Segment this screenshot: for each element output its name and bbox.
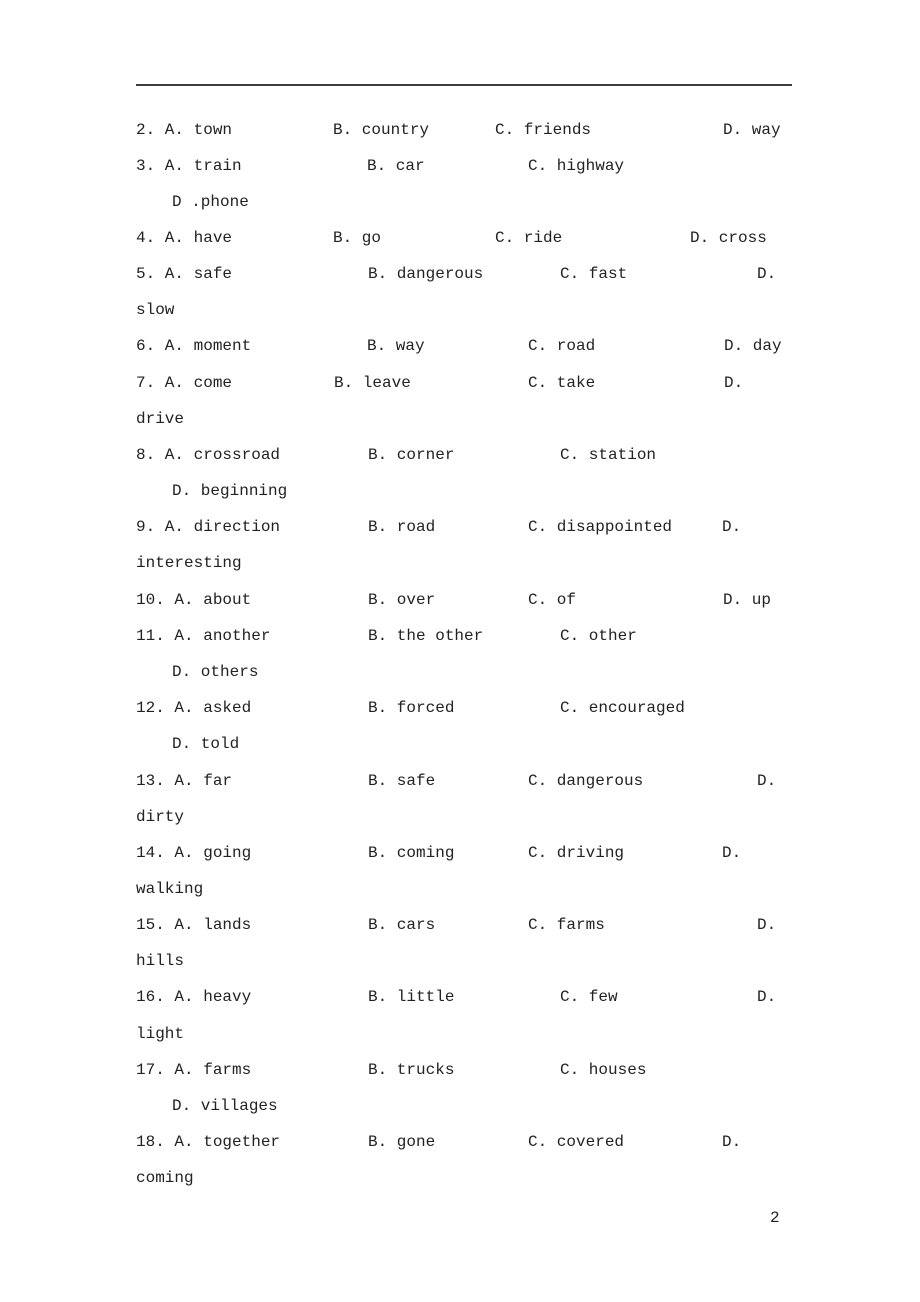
option-text: B. country	[333, 121, 430, 139]
option-text: C. friends	[495, 121, 592, 139]
wrapped-option-text: drive	[136, 410, 185, 428]
question-line-start: 7. A. come	[136, 374, 233, 392]
question-line-start: 5. A. safe	[136, 265, 233, 283]
option-text: C. station	[560, 446, 657, 464]
wrapped-option-text: light	[136, 1025, 185, 1043]
option-text: B. forced	[368, 699, 455, 717]
option-text: D. beginning	[172, 482, 288, 500]
option-text: B. the other	[368, 627, 484, 645]
wrapped-option-text: interesting	[136, 554, 242, 572]
question-line-start: 4. A. have	[136, 229, 233, 247]
question-line-start: 2. A. town	[136, 121, 233, 139]
option-text: D.	[722, 518, 742, 536]
option-text: C. take	[528, 374, 596, 392]
option-text: B. over	[368, 591, 436, 609]
option-text: D.	[757, 772, 777, 790]
option-text: C. driving	[528, 844, 625, 862]
option-text: D .phone	[172, 193, 249, 211]
wrapped-option-text: hills	[136, 952, 185, 970]
option-text: C. encouraged	[560, 699, 685, 717]
option-text: D.	[757, 916, 777, 934]
option-text: D. cross	[690, 229, 767, 247]
question-line-start: 13. A. far	[136, 772, 233, 790]
option-text: C. few	[560, 988, 618, 1006]
question-line-start: 11. A. another	[136, 627, 271, 645]
question-line-start: 10. A. about	[136, 591, 252, 609]
option-text: D. villages	[172, 1097, 278, 1115]
option-text: C. dangerous	[528, 772, 644, 790]
option-text: D. others	[172, 663, 259, 681]
option-text: C. farms	[528, 916, 605, 934]
question-line-start: 16. A. heavy	[136, 988, 252, 1006]
option-text: C. fast	[560, 265, 628, 283]
question-line-start: 8. A. crossroad	[136, 446, 281, 464]
option-text: B. corner	[368, 446, 455, 464]
option-text: D.	[722, 844, 742, 862]
question-line-start: 15. A. lands	[136, 916, 252, 934]
option-text: D.	[757, 988, 777, 1006]
option-text: B. little	[368, 988, 455, 1006]
question-line-start: 9. A. direction	[136, 518, 281, 536]
option-text: D. told	[172, 735, 240, 753]
option-text: D.	[722, 1133, 742, 1151]
option-text: C. covered	[528, 1133, 625, 1151]
option-text: D. up	[723, 591, 772, 609]
option-text: C. disappointed	[528, 518, 673, 536]
option-text: B. road	[368, 518, 436, 536]
question-line-start: 12. A. asked	[136, 699, 252, 717]
option-text: D. day	[724, 337, 782, 355]
wrapped-option-text: dirty	[136, 808, 185, 826]
question-line-start: 3. A. train	[136, 157, 242, 175]
option-text: C. highway	[528, 157, 625, 175]
option-text: B. gone	[368, 1133, 436, 1151]
option-text: B. leave	[334, 374, 411, 392]
option-text: B. trucks	[368, 1061, 455, 1079]
option-text: C. houses	[560, 1061, 647, 1079]
wrapped-option-text: slow	[136, 301, 175, 319]
option-text: C. of	[528, 591, 577, 609]
option-text: D.	[757, 265, 777, 283]
option-text: C. road	[528, 337, 596, 355]
question-line-start: 17. A. farms	[136, 1061, 252, 1079]
option-text: D. way	[723, 121, 781, 139]
option-text: B. way	[367, 337, 425, 355]
wrapped-option-text: coming	[136, 1169, 194, 1187]
option-text: B. dangerous	[368, 265, 484, 283]
wrapped-option-text: walking	[136, 880, 204, 898]
question-line-start: 14. A. going	[136, 844, 252, 862]
option-text: B. cars	[368, 916, 436, 934]
option-text: B. safe	[368, 772, 436, 790]
option-text: B. car	[367, 157, 425, 175]
option-text: B. coming	[368, 844, 455, 862]
option-text: D.	[724, 374, 744, 392]
question-line-start: 6. A. moment	[136, 337, 252, 355]
header-divider-line	[136, 84, 792, 86]
option-text: C. other	[560, 627, 637, 645]
option-text: B. go	[333, 229, 382, 247]
page-number: 2	[770, 1209, 780, 1227]
option-text: C. ride	[495, 229, 563, 247]
question-line-start: 18. A. together	[136, 1133, 281, 1151]
